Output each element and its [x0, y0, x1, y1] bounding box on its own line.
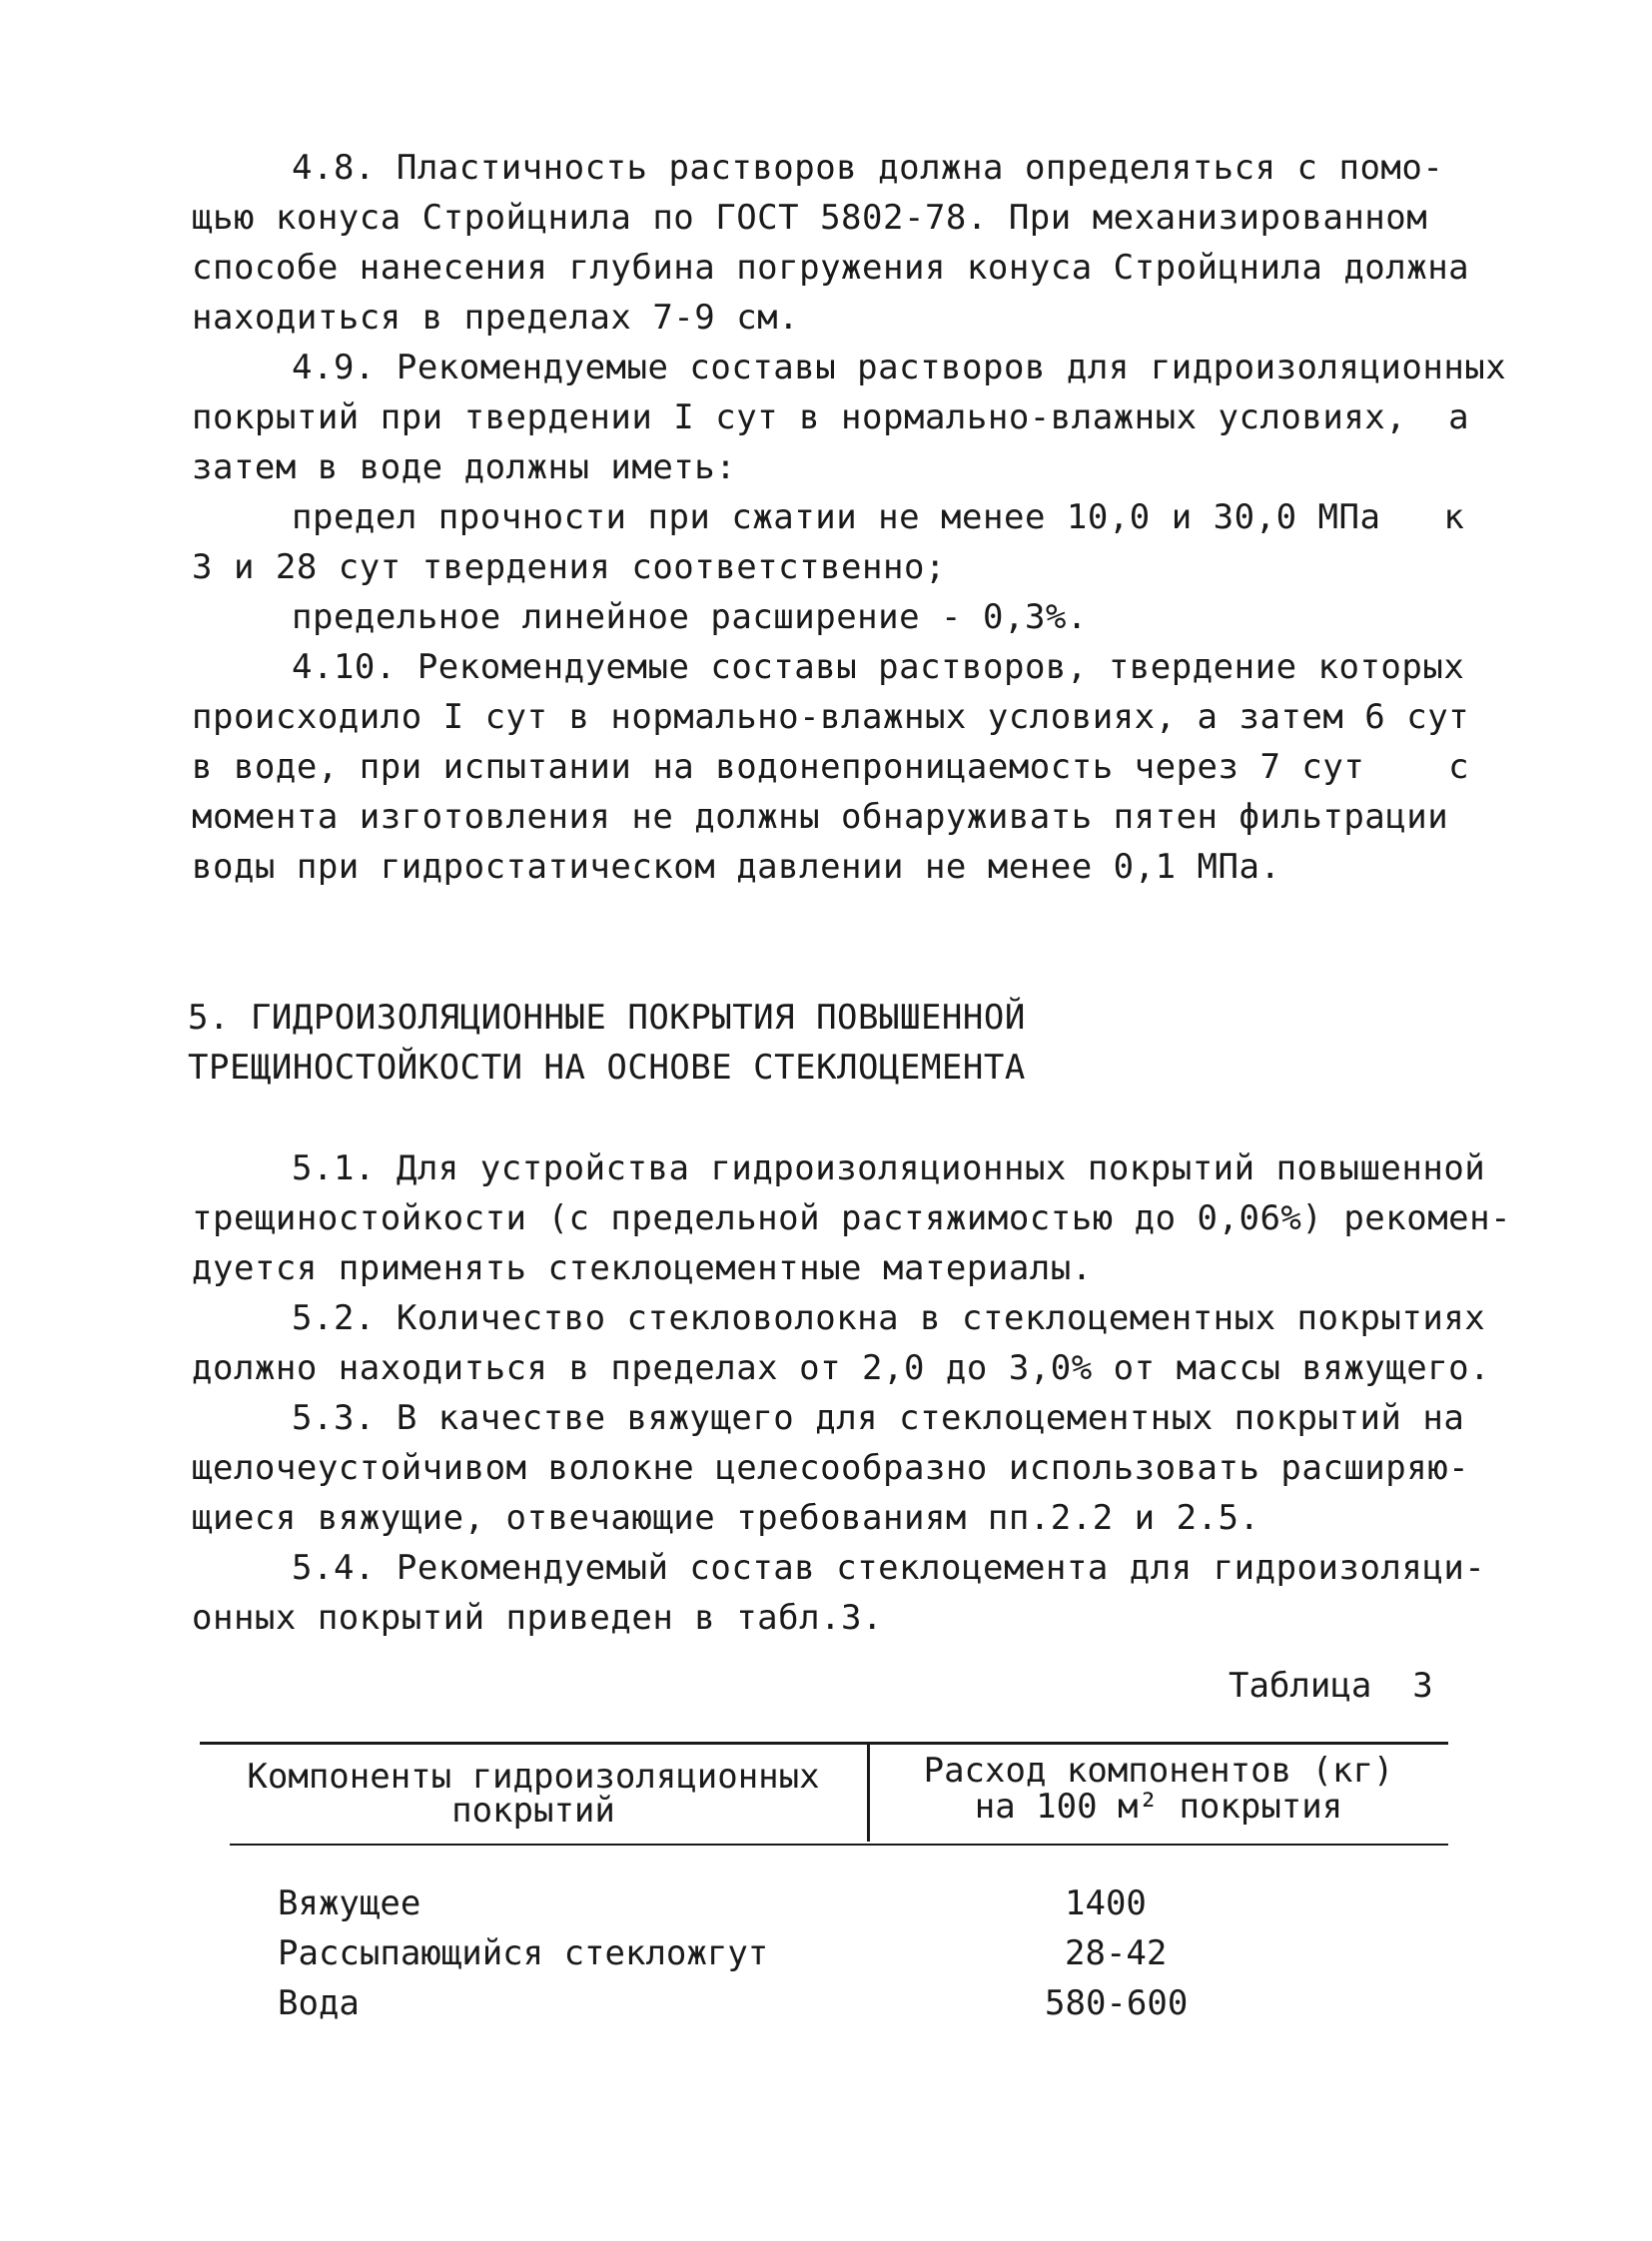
- paragraph-4-10-line-4: момента изготовления не должны обнаруживать пятен фильтрации: [192, 797, 1449, 837]
- paragraph-5-3-line-2: щелочеустойчивом волокне целесообразно использовать расширяю-: [192, 1448, 1470, 1488]
- section-heading-line-1: 5. ГИДРОИЗОЛЯЦИОННЫЕ ПОКРЫТИЯ ПОВЫШЕННОЙ: [188, 998, 1026, 1038]
- paragraph-4-10-line-2: происходило I сут в нормально-влажных условиях, а затем 6 сут: [192, 697, 1470, 737]
- paragraph-4-9-expansion-line: предельное линейное расширение - 0,3%.: [292, 597, 1088, 637]
- paragraph-5-2-line-2: должно находиться в пределах от 2,0 до 3,0% от массы вяжущего.: [192, 1348, 1491, 1388]
- paragraph-4-8-line-1: 4.8. Пластичность растворов должна определяться с помо-: [292, 148, 1444, 188]
- table-row-2-component: Рассыпающийся стекложгут: [278, 1933, 769, 1973]
- paragraph-4-8-line-3: способе нанесения глубина погружения конуса Стройцнила должна: [192, 248, 1470, 288]
- table-header-right-line-1: Расход компонентов (кг): [923, 1751, 1394, 1791]
- paragraph-5-4-line-2: онных покрытий приведен в табл.3.: [192, 1598, 884, 1638]
- paragraph-4-9-strength-line-1: предел прочности при сжатии не менее 10,0 и 30,0 МПа к: [292, 497, 1465, 537]
- paragraph-4-9-line-1: 4.9. Рекомендуемые составы растворов для гидроизоляционных: [292, 348, 1507, 387]
- table-header-rule: [230, 1844, 1448, 1846]
- paragraph-4-10-line-3: в воде, при испытании на водонепроницаемость через 7 сут с: [192, 747, 1470, 787]
- table-row-3-amount: 580-600: [1045, 1983, 1189, 2023]
- table-row-3-component: Вода: [278, 1983, 360, 2023]
- paragraph-4-10-line-1: 4.10. Рекомендуемые составы растворов, твердение которых: [292, 647, 1465, 687]
- table-row-1-amount: 1400: [1065, 1883, 1147, 1923]
- paragraph-4-8-line-2: щью конуса Стройцнила по ГОСТ 5802-78. При механизированном: [192, 198, 1428, 238]
- paragraph-4-9-line-3: затем в воде должны иметь:: [192, 447, 737, 487]
- paragraph-5-1-line-3: дуется применять стеклоцементные материалы.: [192, 1248, 1093, 1288]
- paragraph-4-8-line-4: находиться в пределах 7-9 см.: [192, 298, 800, 338]
- paragraph-5-4-line-1: 5.4. Рекомендуемый состав стеклоцемента для гидроизоляци-: [292, 1548, 1486, 1588]
- table-top-rule: [200, 1742, 1448, 1745]
- table-header-right-line-2: на 100 м² покрытия: [974, 1787, 1343, 1827]
- paragraph-5-3-line-3: щиеся вяжущие, отвечающие требованиям пп.2.2 и 2.5.: [192, 1498, 1260, 1538]
- paragraph-4-10-line-5: воды при гидростатическом давлении не менее 0,1 МПа.: [192, 847, 1281, 887]
- table-row-1-component: Вяжущее: [278, 1883, 421, 1923]
- table-row-2-amount: 28-42: [1065, 1933, 1168, 1973]
- paragraph-5-1-line-2: трещиностойкости (с предельной растяжимостью до 0,06%) рекомен-: [192, 1198, 1512, 1238]
- paragraph-4-9-line-2: покрытий при твердении I сут в нормально-влажных условиях, а: [192, 397, 1470, 437]
- table-caption: Таблица 3: [1229, 1666, 1433, 1706]
- paragraph-5-3-line-1: 5.3. В качестве вяжущего для стеклоцементных покрытий на: [292, 1398, 1465, 1438]
- section-heading-line-2: ТРЕЩИНОСТОЙКОСТИ НА ОСНОВЕ СТЕКЛОЦЕМЕНТА: [188, 1048, 1026, 1088]
- paragraph-4-9-strength-line-2: 3 и 28 сут твердения соответственно;: [192, 547, 946, 587]
- paragraph-5-2-line-1: 5.2. Количество стекловолокна в стеклоцементных покрытиях: [292, 1298, 1486, 1338]
- paragraph-5-1-line-1: 5.1. Для устройства гидроизоляционных покрытий повышенной: [292, 1148, 1486, 1188]
- table-header-left-line-1: Компоненты гидроизоляционных: [247, 1757, 820, 1797]
- table-header-left-line-2: покрытий: [451, 1791, 615, 1831]
